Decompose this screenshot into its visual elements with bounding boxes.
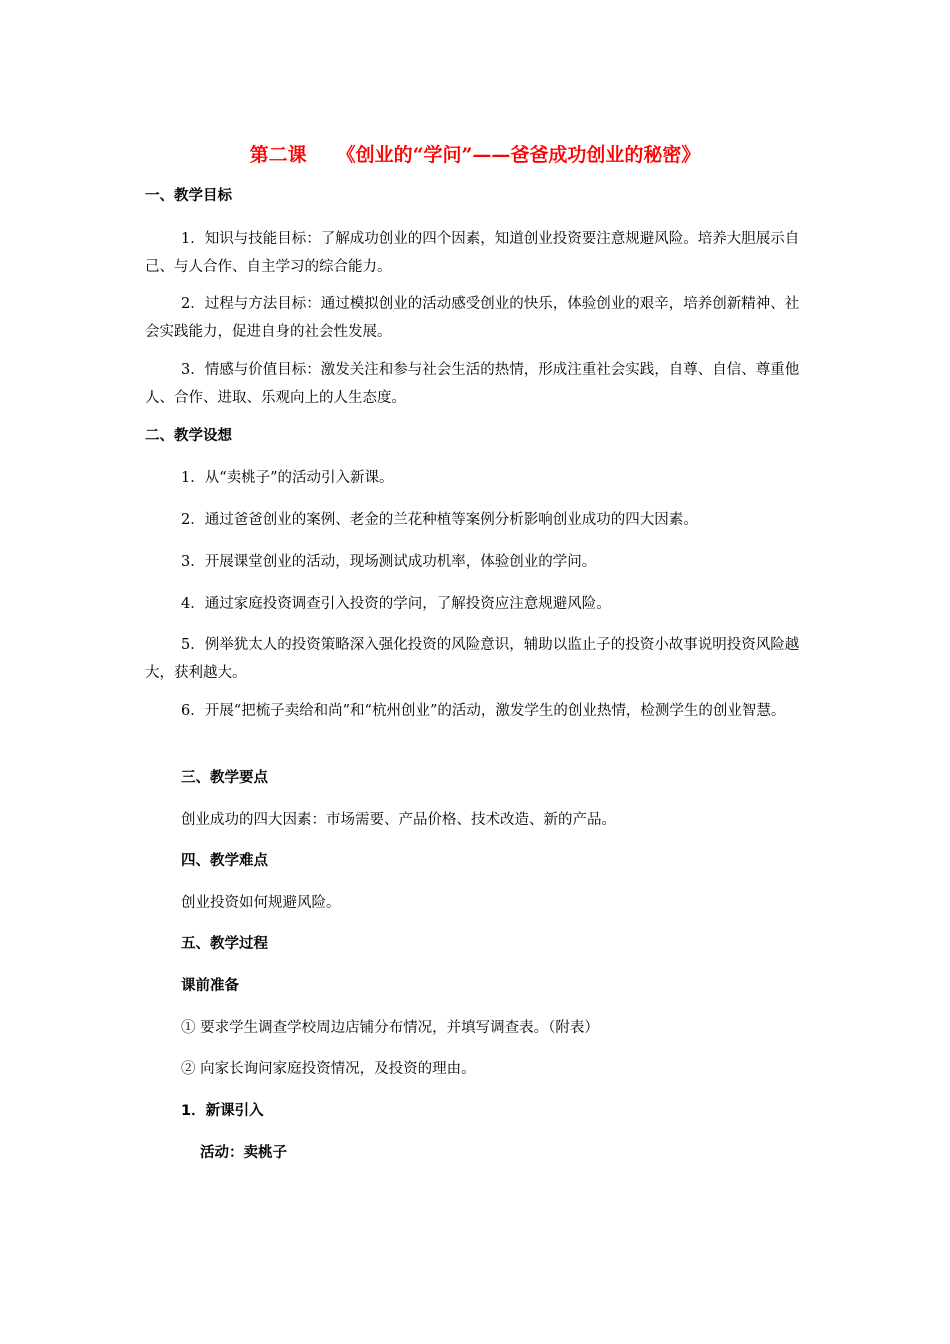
design-item-3: 3．开展课堂创业的活动，现场测试成功机率，体验创业的学问。 xyxy=(181,554,597,570)
preparation-item-2: ② 向家长询问家庭投资情况，及投资的理由。 xyxy=(181,1061,476,1077)
objective-knowledge-skills: 1．知识与技能目标：了解成功创业的四个因素，知道创业投资要注意规避风险。培养大胆展示自己、与人合作、自主学习的综合能力。 xyxy=(145,231,800,275)
title-lesson-name: 《创业的“学问”——爸爸成功创业的秘密》 xyxy=(336,144,701,166)
section-heading-difficulties: 四、教学难点 xyxy=(181,853,268,869)
objective-process-methods: 2．过程与方法目标：通过模拟创业的活动感受创业的快乐，体验创业的艰辛，培养创新精神、社会实践能力，促进自身的社会性发展。 xyxy=(145,296,800,340)
subheading-preparation: 课前准备 xyxy=(181,978,239,994)
section-heading-process: 五、教学过程 xyxy=(181,936,268,952)
design-item-1: 1．从“卖桃子”的活动引入新课。 xyxy=(181,470,394,486)
objective-emotion-values: 3．情感与价值目标：激发关注和参与社会生活的热情，形成注重社会实践，自尊、自信、尊重他人、合作、进取、乐观向上的人生态度。 xyxy=(145,362,800,406)
key-points-text: 创业成功的四大因素：市场需要、产品价格、技术改造、新的产品。 xyxy=(181,812,616,828)
section-heading-key-points: 三、教学要点 xyxy=(181,770,268,786)
difficulties-text: 创业投资如何规避风险。 xyxy=(181,895,341,911)
design-item-4: 4．通过家庭投资调查引入投资的学问，了解投资应注意规避风险。 xyxy=(181,596,611,612)
page-title xyxy=(145,140,805,167)
section-heading-design: 二、教学设想 xyxy=(145,428,232,444)
design-item-5: 5．例举犹太人的投资策略深入强化投资的风险意识，辅助以监止子的投资小故事说明投资风险越大，获利越大。 xyxy=(145,637,800,681)
design-item-2: 2．通过爸爸创业的案例、老金的兰花种植等案例分析影响创业成功的四大因素。 xyxy=(181,512,698,528)
section-heading-objectives: 一、教学目标 xyxy=(145,188,232,204)
activity-heading: 活动：卖桃子 xyxy=(200,1145,287,1161)
preparation-item-1: ① 要求学生调查学校周边店铺分布情况，并填写调查表。（附表） xyxy=(181,1020,599,1036)
title-lesson-number: 第二课 xyxy=(249,144,307,166)
design-item-6: 6．开展“把梳子卖给和尚”和“杭州创业”的活动，激发学生的创业热情，检测学生的创业智慧。 xyxy=(181,703,786,719)
subheading-introduction: 1．新课引入 xyxy=(181,1103,264,1119)
